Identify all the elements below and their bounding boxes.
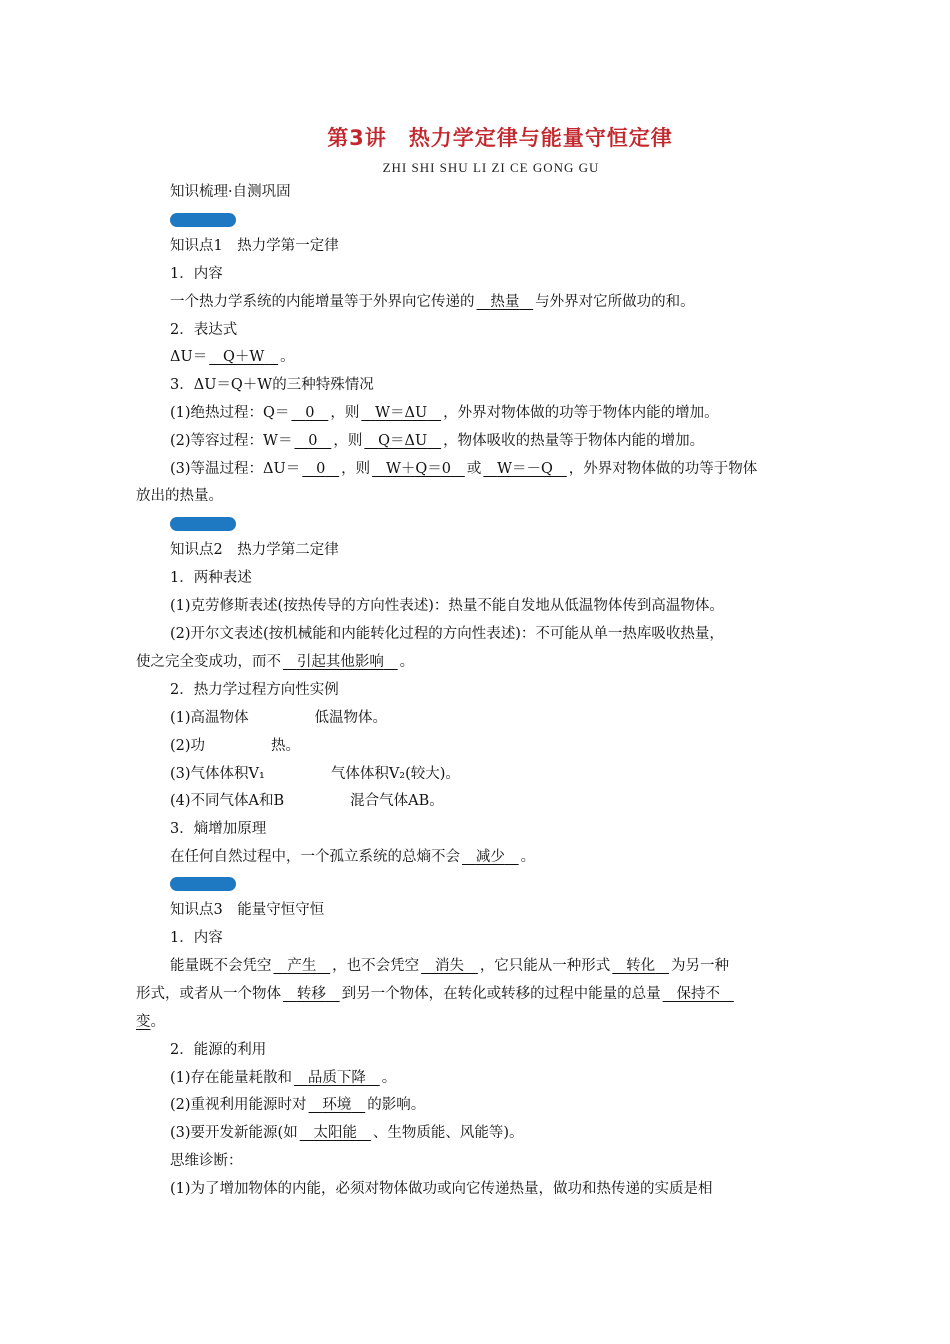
blank-answer: 太阳能 bbox=[313, 1125, 358, 1141]
blank-answer: Q＋W bbox=[223, 349, 265, 365]
blank-answer: 消失 bbox=[434, 958, 464, 974]
k2-example-1: (1)高温物体 低温物体。 bbox=[170, 710, 388, 726]
k1-case-3-cont: 放出的热量。 bbox=[136, 488, 223, 504]
section-marker-2 bbox=[170, 517, 236, 531]
blank-answer: 保持不 bbox=[676, 986, 720, 1002]
blank-answer: Q＝ΔU bbox=[378, 433, 428, 449]
k1-sub3: 3．ΔU＝Q＋W的三种特殊情况 bbox=[170, 377, 374, 393]
blank-answer: 品质下降 bbox=[307, 1070, 366, 1086]
k3-sub1: 1．内容 bbox=[170, 930, 223, 946]
k2-sub3: 3．熵增加原理 bbox=[170, 821, 267, 837]
blank-answer: 转移 bbox=[296, 986, 326, 1002]
k2-example-4: (4)不同气体A和B 混合气体AB。 bbox=[170, 793, 444, 809]
k3-sub2: 2．能源的利用 bbox=[170, 1042, 267, 1058]
page-title: 第3讲 热力学定律与能量守恒定律 bbox=[327, 126, 673, 150]
k3-content-3: 变。 bbox=[136, 1014, 165, 1030]
blank-answer: 0 bbox=[308, 433, 318, 449]
blank-answer: 引起其他影响 bbox=[296, 654, 384, 670]
k2-sub1: 1．两种表述 bbox=[170, 570, 252, 586]
k3-use-3: (3)要开发新能源(如 太阳能 、生物质能、风能等)。 bbox=[170, 1125, 524, 1141]
blank-answer: 热量 bbox=[490, 294, 520, 310]
blank-answer: 0 bbox=[305, 405, 315, 421]
blank-answer: 转化 bbox=[626, 958, 656, 974]
k3-think-1: (1)为了增加物体的内能，必须对物体做功或向它传递热量，做功和热传递的实质是相 bbox=[170, 1181, 713, 1197]
k1-case-3: (3)等温过程：ΔU＝ 0 ，则 W＋Q＝0 或 W＝－Q ，外界对物体做的功等于物体 bbox=[170, 461, 758, 477]
k1-content: 一个热力学系统的内能增量等于外界向它传递的 热量 与外界对它所做功的和。 bbox=[170, 294, 695, 310]
k3-heading: 知识点3 能量守恒守恒 bbox=[170, 902, 325, 918]
k2-example-2: (2)功 热。 bbox=[170, 738, 301, 754]
k3-content-1: 能量既不会凭空 产生 ，也不会凭空 消失 ，它只能从一种形式 转化 为另一种 bbox=[170, 958, 729, 974]
blank-answer: 产生 bbox=[287, 958, 317, 974]
k1-case-1: (1)绝热过程：Q＝ 0 ，则 W＝ΔU ，外界对物体做的功等于物体内能的增加。 bbox=[170, 405, 719, 421]
section-marker-1 bbox=[170, 213, 236, 227]
k3-use-2: (2)重视利用能源时对 环境 的影响。 bbox=[170, 1097, 426, 1113]
blank-answer: 0 bbox=[316, 461, 326, 477]
k2-example-3: (3)气体体积V₁ 气体体积V₂(较大)。 bbox=[170, 766, 460, 782]
page-subtitle: ZHI SHI SHU LI ZI CE GONG GU bbox=[382, 160, 600, 175]
blank-answer: W＋Q＝0 bbox=[385, 461, 451, 477]
k1-sub1: 1．内容 bbox=[170, 266, 223, 282]
k2-heading: 知识点2 热力学第二定律 bbox=[170, 542, 339, 558]
section-heading: 知识梳理·自测巩固 bbox=[170, 184, 291, 200]
k1-heading: 知识点1 热力学第一定律 bbox=[170, 238, 339, 254]
blank-answer: 变 bbox=[136, 1014, 151, 1030]
k2-kelvin: (2)开尔文表述(按机械能和内能转化过程的方向性表述)：不可能从单一热库吸收热量， bbox=[170, 626, 724, 642]
k1-sub2: 2．表达式 bbox=[170, 322, 238, 338]
k3-content-2: 形式，或者从一个物体 转移 到另一个物体，在转化或转移的过程中能量的总量 保持不 bbox=[136, 984, 796, 1004]
k2-clausius: (1)克劳修斯表述(按热传导的方向性表述)：热量不能自发地从低温物体传到高温物体。 bbox=[170, 598, 724, 614]
k3-think-heading: 思维诊断： bbox=[170, 1153, 243, 1169]
blank-answer: 环境 bbox=[322, 1097, 352, 1113]
blank-answer: W＝－Q bbox=[497, 461, 553, 477]
blank-answer: 减少 bbox=[475, 849, 505, 865]
k2-entropy: 在任何自然过程中，一个孤立系统的总熵不会 减少 。 bbox=[170, 849, 536, 865]
k1-case-2: (2)等容过程：W＝ 0 ，则 Q＝ΔU ，物体吸收的热量等于物体内能的增加。 bbox=[170, 433, 705, 449]
k2-kelvin-cont: 使之完全变成功，而不 引起其他影响 。 bbox=[136, 654, 415, 670]
k2-sub2: 2．热力学过程方向性实例 bbox=[170, 682, 339, 698]
blank-answer: W＝ΔU bbox=[375, 405, 428, 421]
section-marker-3 bbox=[170, 877, 236, 891]
k3-use-1: (1)存在能量耗散和 品质下降 。 bbox=[170, 1070, 397, 1086]
k1-expression: ΔU＝ Q＋W 。 bbox=[170, 349, 295, 365]
